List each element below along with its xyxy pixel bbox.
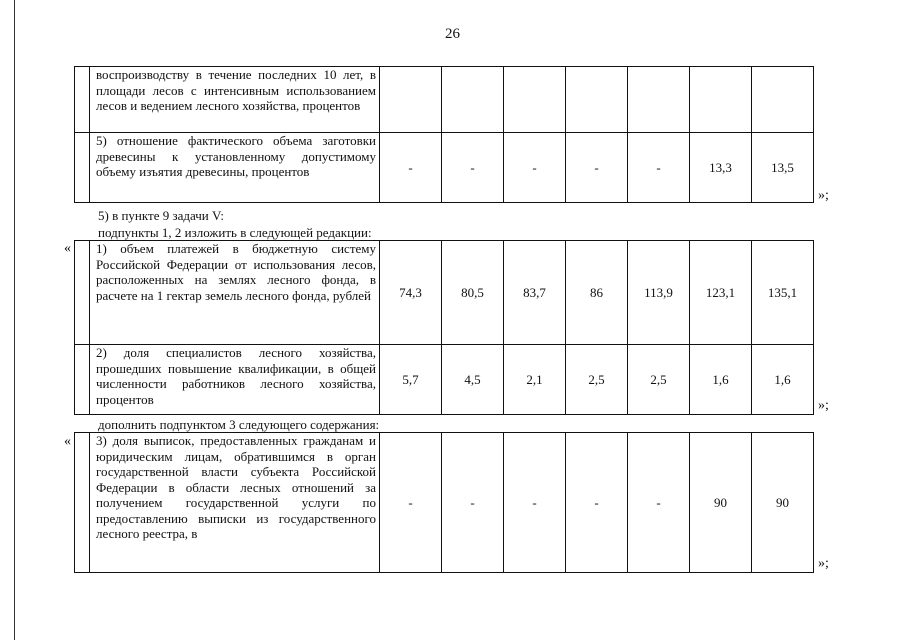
- table-2: [74, 240, 814, 415]
- table-1: [74, 66, 814, 203]
- table-row: [75, 241, 814, 345]
- table-cell: [628, 67, 690, 133]
- table-row: [75, 345, 814, 415]
- row-description: 5) отношение фактического объема заготовки древесины к установленному допустимому объему изъятия древесины, процентов: [90, 133, 380, 203]
- table-cell: 90: [690, 433, 752, 573]
- table-cell: 123,1: [690, 241, 752, 345]
- table-cell: 2,5: [628, 345, 690, 415]
- table-cell: -: [380, 433, 442, 573]
- table-cell: -: [442, 433, 504, 573]
- row-description: 2) доля специалистов лесного хозяйства, прошедших повышение квалификации, в общей численности работников лесного хозяйства, процентов: [90, 345, 380, 415]
- table-cell: 113,9: [628, 241, 690, 345]
- amendment-item-5: 5) в пункте 9 задачи V:: [98, 208, 225, 223]
- amendment-add: дополнить подпунктом 3 следующего содержания:: [98, 417, 380, 432]
- table-3: [74, 432, 814, 573]
- table-cell: 5,7: [380, 345, 442, 415]
- table-cell: 86: [566, 241, 628, 345]
- table-cell: -: [566, 433, 628, 573]
- table-cell: -: [504, 433, 566, 573]
- table-cell: [752, 67, 814, 133]
- table-cell: 135,1: [752, 241, 814, 345]
- table-cell: [504, 67, 566, 133]
- table-cell: [442, 67, 504, 133]
- table-cell: [380, 67, 442, 133]
- row-description: 1) объем платежей в бюджетную систему Российской Федерации от использования лесов, расположенных на землях лесного фонда, в расчете на 1 гектар земель лесного фонда, рублей: [90, 241, 380, 345]
- table-cell: 13,5: [752, 133, 814, 203]
- open-quote: «: [64, 241, 71, 256]
- table-cell: -: [442, 133, 504, 203]
- table-cell: 83,7: [504, 241, 566, 345]
- table-cell: -: [628, 433, 690, 573]
- table-cell: -: [504, 133, 566, 203]
- table-cell: [690, 67, 752, 133]
- page-number: 26: [445, 26, 460, 42]
- row-description: воспроизводству в течение последних 10 лет, в площади лесов с интенсивным использованием лесов и ведением лесного хозяйства, процентов: [90, 67, 380, 133]
- table-row: [75, 133, 814, 203]
- table-row: [75, 433, 814, 573]
- open-quote: «: [64, 434, 71, 449]
- table-cell: 4,5: [442, 345, 504, 415]
- table-cell: 2,5: [566, 345, 628, 415]
- table-cell: 74,3: [380, 241, 442, 345]
- table-cell: 13,3: [690, 133, 752, 203]
- table-row: [75, 67, 814, 133]
- table-cell: 1,6: [690, 345, 752, 415]
- close-quote: »;: [818, 398, 829, 413]
- table-cell: -: [380, 133, 442, 203]
- table-cell: 90: [752, 433, 814, 573]
- close-quote: »;: [818, 188, 829, 203]
- close-quote: »;: [818, 556, 829, 571]
- page-left-border: [14, 0, 15, 640]
- table-cell: 1,6: [752, 345, 814, 415]
- amendment-subitems: подпункты 1, 2 изложить в следующей редакции:: [98, 225, 372, 240]
- row-description: 3) доля выписок, предоставленных гражданам и юридическим лицам, обратившимся в орган государственной власти субъекта Российской Федерации в области лесных отношений за получением государственной услуги по предоставлению выписки из государственного лесного реестра, в: [90, 433, 380, 573]
- table-cell: [566, 67, 628, 133]
- table-cell: 80,5: [442, 241, 504, 345]
- table-cell: -: [566, 133, 628, 203]
- table-cell: -: [628, 133, 690, 203]
- table-cell: 2,1: [504, 345, 566, 415]
